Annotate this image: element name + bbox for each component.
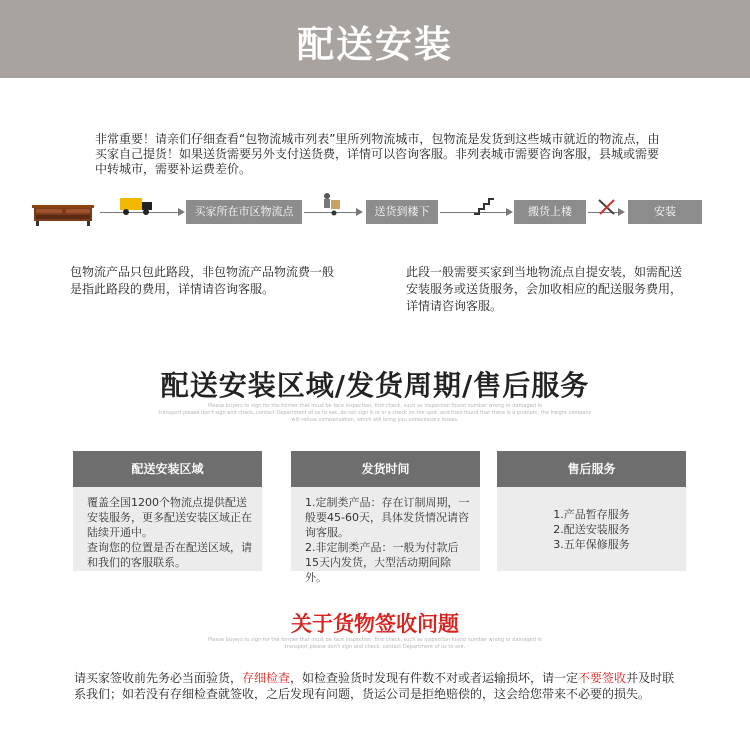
sofa-icon [30,201,96,229]
card-line: 3.五年保修服务 [553,538,630,551]
card-line: 覆盖全国1200个物流点提供配送安装服务，更多配送安装区域正在陆续开通中。 [87,496,252,539]
intro-paragraph: 非常重要！请亲们仔细查看“包物流城市列表”里所列物流城市，包物流是发货到这些城市就近的物流点，由买家自己提货！如果送货需要另外支付送货费，详情可以咨询客服。非列表城市需要咨询客服，县城或需要中转城市，需要补运费差价。 [95,132,660,176]
fine-print-line: Please buyers to sign for the former that must be face inspection, first check, such as inspection found number wrong or damaged in [207,403,543,409]
signing-title: 关于货物签收问题 [291,612,459,636]
note-right: 此段一般需要买家到当地物流点自提安装，如需配送安装服务或送货服务，会加收相应的配送服务费用，详情请咨询客服。 [406,265,683,313]
card-line: 1.定制类产品：存在订制周期，一般要45-60天，具体发货情况请咨询客服。 [305,496,470,539]
foot-text: 请买家签收前先务必当面验货， [74,671,243,685]
step-carry-upstairs: 搬货上楼 [514,200,586,224]
card-line: 2.配送安装服务 [553,523,630,536]
foot-highlight: 存细检查 [242,671,291,685]
fine-print-line: Please buyers to sign for the former that must be face inspection, first check, such as inspection found number wrong or damaged in [207,637,543,643]
foot-text: 并及时联系我们；如若没有存细检查就签收，之后发现有问题，货运公司是拒绝赔偿的，这会给您带来不必要的损失。 [74,671,675,701]
card-title: 发货时间 [291,451,480,487]
hand-truck-icon [318,192,344,216]
page-header [0,0,750,78]
fine-print-line: transport please don't sign and check, contact Department of us to ask. [284,644,466,650]
card-after-sales [497,451,686,571]
card-title: 售后服务 [497,451,686,487]
tools-icon [596,198,618,216]
fine-print-line: transport please don't sign and check, contact Department of us to ask, do not sign it or in a check on the spot, and then found that there is a problem, the freight company [158,410,592,416]
card-line: 1.产品暂存服务 [553,508,630,521]
step-deliver-downstairs: 送货到楼下 [366,200,438,224]
section-title: 配送安装区域/发货周期/售后服务 [160,369,590,402]
card-shipping-time [291,451,480,584]
card-line: 2.非定制类产品：一般为付款后15天内发货，大型活动期间除外。 [305,541,459,584]
signing-paragraph [74,670,684,702]
page-title: 配送安装 [297,23,453,66]
card-delivery-area [73,451,262,571]
foot-highlight: 不要签收 [578,671,627,685]
foot-text: ，如检查验货时发现有件数不对或者运输损坏，请一定 [290,671,579,685]
card-title: 配送安装区域 [73,451,262,487]
card-body [305,495,470,585]
stairs-icon [474,196,496,216]
card-line: 查询您的位置是否在配送区域，请和我们的客服联系。 [87,541,252,569]
note-left: 包物流产品只包此路段，非包物流产品物流费一般是指此路段的费用，详情请咨询客服。 [70,265,335,296]
card-body [87,495,252,570]
card-body [497,507,686,552]
truck-icon [120,196,156,216]
step-logistics-point: 买家所在市区物流点 [186,200,302,224]
step-install: 安装 [628,200,702,224]
fine-print-line: will refuse compensation, which will bring you unnecessary losses. [291,417,459,423]
delivery-flow [0,196,750,232]
